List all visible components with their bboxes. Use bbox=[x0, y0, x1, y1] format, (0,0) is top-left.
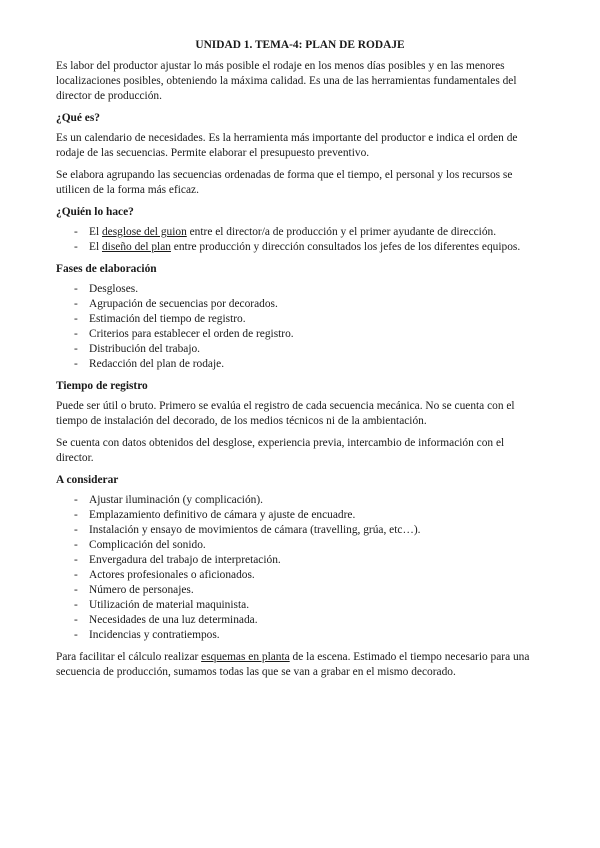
item-text: Número de personajes. bbox=[89, 584, 194, 596]
final-text: de la escena. Estimado el tiempo necesario para una secuencia de producción, sumamos todas las que se van a grabar en el mismo decorado. bbox=[56, 651, 530, 678]
que-es-paragraph-2: Se elabora agrupando las secuencias ordenadas de forma que el tiempo, el personal y los recursos se utilicen de la forma más eficaz. bbox=[56, 169, 513, 196]
item-text: Criterios para establecer el orden de registro. bbox=[89, 328, 294, 340]
bullet-dash: - bbox=[74, 614, 78, 626]
item-text: Distribución del trabajo. bbox=[89, 343, 201, 355]
list-item bbox=[56, 240, 544, 255]
item-text: Necesidades de una luz determinada. bbox=[89, 614, 258, 626]
bullet-dash: - bbox=[74, 241, 78, 253]
document-page bbox=[56, 38, 544, 687]
item-text: Utilización de material maquinista. bbox=[89, 599, 250, 611]
bullet-dash: - bbox=[74, 358, 78, 370]
list-item bbox=[56, 568, 544, 583]
heading-fases: Fases de elaboración bbox=[56, 263, 157, 275]
list-item bbox=[56, 538, 544, 553]
considerar-list bbox=[56, 493, 544, 643]
tiempo-paragraph-2: Se cuenta con datos obtenidos del desglose, experiencia previa, intercambio de información con el director. bbox=[56, 437, 505, 464]
bullet-dash: - bbox=[74, 629, 78, 641]
que-es-paragraph-1: Es un calendario de necesidades. Es la herramienta más importante del productor e indica el orden de rodaje de las secuencias. Permite elaborar el presupuesto preventivo. bbox=[56, 132, 518, 159]
item-text: Estimación del tiempo de registro. bbox=[89, 313, 246, 325]
list-item bbox=[56, 282, 544, 297]
bullet-dash: - bbox=[74, 569, 78, 581]
list-item bbox=[56, 342, 544, 357]
list-item bbox=[56, 225, 544, 240]
item-text: Instalación y ensayo de movimientos de cámara (travelling, grúa, etc…). bbox=[89, 524, 421, 536]
item-text: Emplazamiento definitivo de cámara y ajuste de encuadre. bbox=[89, 509, 356, 521]
bullet-dash: - bbox=[74, 524, 78, 536]
intro-paragraph: Es labor del productor ajustar lo más posible el rodaje en los menos días posibles y en las menores localizaciones posibles, obteniendo la máxima calidad. Es una de las herramientas fundamentales del director de producción. bbox=[56, 60, 517, 102]
list-item bbox=[56, 508, 544, 523]
heading-tiempo: Tiempo de registro bbox=[56, 380, 148, 392]
heading-que-es: ¿Qué es? bbox=[56, 112, 100, 124]
list-item bbox=[56, 628, 544, 643]
list-item bbox=[56, 613, 544, 628]
item-text: Redacción del plan de rodaje. bbox=[89, 358, 225, 370]
list-item bbox=[56, 327, 544, 342]
list-item bbox=[56, 523, 544, 538]
bullet-dash: - bbox=[74, 554, 78, 566]
document-title: UNIDAD 1. TEMA-4: PLAN DE RODAJE bbox=[195, 39, 405, 51]
underlined-term: diseño del plan bbox=[101, 241, 171, 253]
quien-list bbox=[56, 225, 544, 255]
item-text: Complicación del sonido. bbox=[89, 539, 206, 551]
item-text: entre producción y dirección consultados los jefes de los diferentes equipos. bbox=[170, 241, 521, 253]
heading-considerar: A considerar bbox=[56, 474, 119, 486]
bullet-dash: - bbox=[74, 343, 78, 355]
underlined-term: esquemas en planta bbox=[201, 651, 290, 663]
final-paragraph bbox=[56, 650, 544, 680]
item-text: El bbox=[89, 241, 102, 253]
list-item bbox=[56, 598, 544, 613]
item-text: Ajustar iluminación (y complicación). bbox=[89, 494, 263, 506]
list-item bbox=[56, 553, 544, 568]
bullet-dash: - bbox=[74, 283, 78, 295]
heading-quien: ¿Quién lo hace? bbox=[56, 206, 134, 218]
item-text: entre el director/a de producción y el primer ayudante de dirección. bbox=[186, 226, 497, 238]
item-text: Actores profesionales o aficionados. bbox=[89, 569, 255, 581]
item-text: Agrupación de secuencias por decorados. bbox=[89, 298, 278, 310]
bullet-dash: - bbox=[74, 328, 78, 340]
item-text: El bbox=[89, 226, 102, 238]
tiempo-paragraph-1: Puede ser útil o bruto. Primero se evalúa el registro de cada secuencia mecánica. No se cuenta con el tiempo de instalación del decorado, de los medios técnicos ni de la ambientación. bbox=[56, 400, 515, 427]
list-item bbox=[56, 312, 544, 327]
bullet-dash: - bbox=[74, 599, 78, 611]
final-text: Para facilitar el cálculo realizar bbox=[56, 651, 202, 663]
bullet-dash: - bbox=[74, 298, 78, 310]
item-text: Desgloses. bbox=[89, 283, 139, 295]
bullet-dash: - bbox=[74, 313, 78, 325]
underlined-term: desglose del guion bbox=[101, 226, 187, 238]
list-item bbox=[56, 493, 544, 508]
list-item bbox=[56, 297, 544, 312]
item-text: Envergadura del trabajo de interpretación. bbox=[89, 554, 281, 566]
fases-list bbox=[56, 282, 544, 372]
bullet-dash: - bbox=[74, 494, 78, 506]
list-item bbox=[56, 357, 544, 372]
bullet-dash: - bbox=[74, 226, 78, 238]
list-item bbox=[56, 583, 544, 598]
item-text: Incidencias y contratiempos. bbox=[89, 629, 220, 641]
bullet-dash: - bbox=[74, 509, 78, 521]
bullet-dash: - bbox=[74, 584, 78, 596]
bullet-dash: - bbox=[74, 539, 78, 551]
